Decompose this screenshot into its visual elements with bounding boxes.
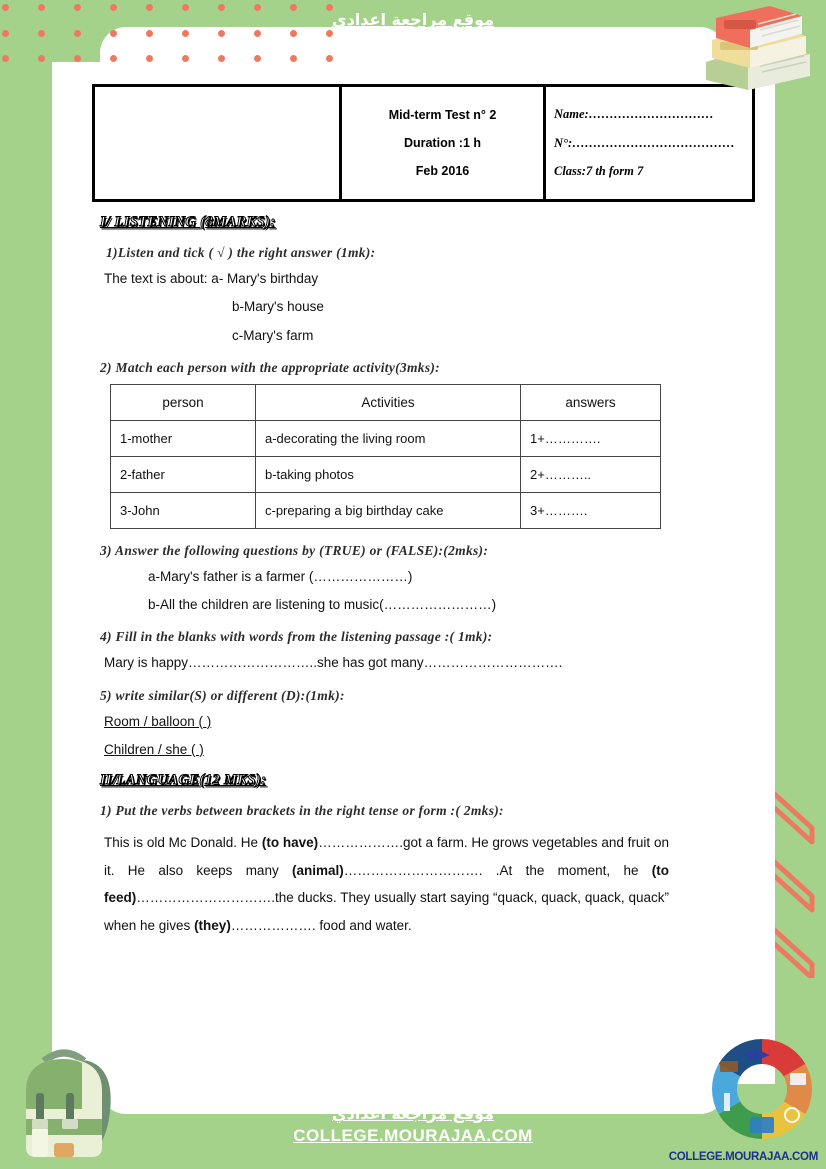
header-brand-url: COLLEGE.MOURAJAA.COM	[293, 32, 533, 52]
cell-person-3: 3-John	[111, 492, 256, 528]
decorative-dot	[290, 55, 297, 62]
task-prompt-1-3: 3) Answer the following questions by (TRUE) or (FALSE):(2mks):	[100, 542, 489, 558]
task-prompt-2-1: 1) Put the verbs between brackets in the right tense or form :( 2mks):	[100, 803, 504, 818]
decorative-dot	[38, 30, 45, 37]
section-heading-language: II/LANGUAGE(12 MKS):	[100, 772, 267, 788]
exam-info-cell	[341, 86, 545, 201]
decorative-dot	[146, 30, 153, 37]
exam-title: Mid-term Test n° 2	[388, 107, 497, 122]
header-brand-arabic: موقع مراجعة اعدادي	[331, 10, 495, 29]
decorative-dot	[146, 55, 153, 62]
column-header-activities: Activities	[256, 384, 521, 420]
task-5-pair-2-text: Children / she ( )	[104, 741, 204, 757]
decorative-dot	[110, 4, 117, 11]
footer-branding	[0, 1102, 826, 1147]
task-prompt-1-5: 5) write similar(S) or different (D):(1mk):	[100, 687, 345, 703]
passage-verb-prompt: (to feed)	[104, 862, 669, 906]
task-prompt-1-1: 1)Listen and tick ( √ ) the right answer (1mk):	[106, 245, 376, 260]
footer-brand-arabic: موقع مراجعة اعدادي	[331, 1103, 495, 1123]
worksheet-content	[92, 84, 735, 940]
decorative-dot	[218, 55, 225, 62]
decorative-dot	[2, 55, 9, 62]
exam-header-table	[92, 84, 755, 202]
page-border-left	[0, 0, 52, 1169]
section-heading-listening: I/ LISTENING (8MARKS):	[100, 214, 276, 230]
passage-verb-prompt: (to have)	[261, 835, 319, 850]
task-1-option-a[interactable]: The text is about: a- Mary's birthday	[104, 271, 319, 286]
passage-text: …………………………. .At the moment, he	[343, 862, 652, 878]
task-5-pair-2[interactable]	[104, 740, 712, 760]
decorative-dot	[74, 4, 81, 11]
student-name-field[interactable]: Name:…………………………	[554, 106, 714, 121]
task-prompt-1-2: 2) Match each person with the appropriate activity(3mks):	[100, 359, 440, 375]
task-5-pair-1-text: Room / balloon ( )	[104, 713, 212, 729]
worksheet-page	[52, 62, 775, 1084]
passage-text: ………………………….the ducks. They usually start saying “quack, quack, quack, quack” when he gives	[104, 890, 669, 934]
table-header-row	[111, 384, 661, 420]
decorative-dot	[74, 55, 81, 62]
decorative-dot	[326, 30, 333, 37]
task-4-blank-sentence[interactable]: Mary is happy………………………..she has got many………………………….	[104, 655, 563, 671]
cell-answer-3[interactable]: 3+……….	[521, 492, 661, 528]
decorative-dot	[110, 55, 117, 62]
decorative-dot	[326, 55, 333, 62]
task-1-option-b[interactable]: b-Mary's house	[232, 299, 324, 315]
decorative-dot	[38, 55, 45, 62]
column-header-person: person	[111, 384, 256, 420]
task-3-statement-a[interactable]: a-Mary's father is a farmer (…………………)	[148, 568, 413, 584]
decorative-dot	[110, 30, 117, 37]
passage-verb-prompt: (they)	[194, 918, 231, 934]
passage-text: ………………. food and water.	[230, 918, 412, 934]
cell-person-2: 2-father	[111, 456, 256, 492]
cell-activity-b: b-taking photos	[256, 456, 521, 492]
decorative-dot	[146, 4, 153, 11]
verb-tense-passage[interactable]	[104, 829, 669, 940]
student-class-field[interactable]: Class:7 th form 7	[554, 164, 644, 179]
page-border-right	[775, 0, 826, 1169]
decorative-dot	[254, 30, 261, 37]
exam-date: Feb 2016	[415, 164, 470, 179]
decorative-dot	[182, 55, 189, 62]
cell-person-1: 1-mother	[111, 420, 256, 456]
passage-text: This is old Mc Donald. He	[104, 835, 262, 850]
task-3-statement-b[interactable]: b-All the children are listening to music(……………………)	[148, 597, 497, 612]
table-row	[94, 86, 754, 201]
decorative-dot	[2, 4, 9, 11]
decorative-dot	[254, 55, 261, 62]
decorative-dot	[182, 4, 189, 11]
footer-brand-url: COLLEGE.MOURAJAA.COM	[293, 1125, 533, 1145]
stacked-books-illustration	[698, 2, 818, 94]
decorative-dot	[326, 4, 333, 11]
task-prompt-1-4: 4) Fill in the blanks with words from the listening passage :( 1mk):	[100, 629, 493, 645]
decorative-dot	[74, 30, 81, 37]
decorative-dot	[218, 30, 225, 37]
decorative-dot	[290, 30, 297, 37]
decorative-dot	[182, 30, 189, 37]
cell-activity-c: c-preparing a big birthday cake	[256, 492, 521, 528]
cell-answer-1[interactable]: 1+………….	[521, 420, 661, 456]
footer-corner-url: COLLEGE.MOURAJAA.COM	[668, 1151, 818, 1163]
column-header-answers: answers	[521, 384, 661, 420]
table-row	[111, 456, 661, 492]
cell-answer-2[interactable]: 2+………..	[521, 456, 661, 492]
mourajaa-ring-logo	[704, 1031, 820, 1147]
exam-duration: Duration :1 h	[403, 135, 482, 150]
dot-pattern-decoration	[0, 0, 330, 62]
decorative-dot	[254, 4, 261, 11]
backpack-illustration	[10, 1035, 120, 1163]
cell-activity-a: a-decorating the living room	[256, 420, 521, 456]
task-5-pair-1[interactable]	[104, 712, 712, 732]
matching-table	[110, 384, 661, 529]
task-1-option-c[interactable]: c-Mary's farm	[232, 327, 314, 343]
table-row	[111, 420, 661, 456]
decorative-dot	[290, 4, 297, 11]
passage-verb-prompt: (animal)	[292, 862, 344, 878]
table-row	[111, 492, 661, 528]
student-number-field[interactable]: N°:…………………………………	[554, 135, 735, 150]
decorative-dot	[2, 30, 9, 37]
student-info-cell	[545, 86, 754, 201]
decorative-dot	[38, 4, 45, 11]
school-logo-cell	[94, 86, 341, 201]
passage-text: ……………….got a farm. He grows vegetables and fruit on it. He also keeps many	[104, 835, 669, 878]
decorative-dot	[218, 4, 225, 11]
